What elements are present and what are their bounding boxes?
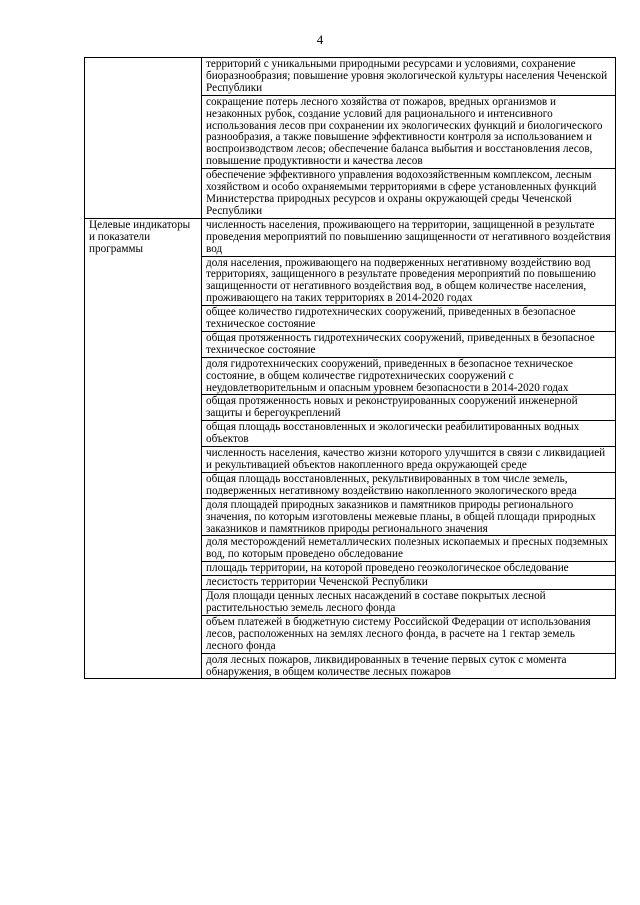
page-number: 4 (316, 32, 324, 47)
indicator-cell: доля лесных пожаров, ликвидированных в течение первых суток с момента обнаружения, в общем количестве лесных пожаров (202, 653, 616, 679)
table-row (85, 58, 616, 96)
indicator-cell: лесистость территории Чеченской Республики (202, 576, 616, 590)
table-cell: территорий с уникальными природными ресурсами и условиями, сохранение биоразнообразия; повышение уровня экологической культуры населения Чеченской Республики (202, 58, 616, 96)
program-passport-table (84, 57, 616, 679)
indicator-cell: объем платежей в бюджетную систему Российской Федерации от использования лесов, расположенных на землях лесного фонда, в расчете на 1 гектар земель лесного фонда (202, 615, 616, 653)
empty-label-cell (85, 58, 202, 219)
indicator-cell: доля месторождений неметаллических полезных ископаемых и пресных подземных вод, по которым проведено обследование (202, 536, 616, 562)
indicator-cell: Доля площади ценных лесных насаждений в составе покрытых лесной растительностью земель лесного фонда (202, 590, 616, 616)
table-row (85, 218, 616, 256)
table-cell: обеспечение эффективного управления водохозяйственным комплексом, лесным хозяйством и особо охраняемыми территориями в сфере установленных функций Министерства природных ресурсов и охраны окружающей среды Чеченской Республики (202, 169, 616, 219)
indicator-cell: доля площадей природных заказников и памятников природы регионального значения, по которым изготовлены межевые планы, в общей площади природных заказников и памятников природы регионального значения (202, 498, 616, 536)
indicator-cell: доля населения, проживающего на подверженных негативному воздействию вод территориях, защищенного в результате проведения мероприятий по повышению защищенности от негативного воздействия вод, в общем количестве населения, проживающего на таких территориях в 2014-2020 годах (202, 256, 616, 306)
indicator-cell: площадь территории, на которой проведено геоэкологическое обследование (202, 562, 616, 576)
indicator-cell: численность населения, качество жизни которого улучшится в связи с ликвидацией и рекультивацией объектов накопленного вреда окружающей среде (202, 447, 616, 473)
indicator-cell: общая протяженность новых и реконструированных сооружений инженерной защиты и берегоукреплений (202, 395, 616, 421)
indicator-cell: доля гидротехнических сооружений, приведенных в безопасное техническое состояние, в общем количестве гидротехнических сооружений с неудовлетворительным и опасным уровнем безопасности в 2014-2020 годах (202, 357, 616, 395)
indicator-cell: общая протяженность гидротехнических сооружений, приведенных в безопасное техническое состояние (202, 331, 616, 357)
indicator-cell: общая площадь восстановленных, рекультивированных в том числе земель, подверженных негативному воздействию накопленного экологического вреда (202, 472, 616, 498)
indicator-cell: общая площадь восстановленных и экологически реабилитированных водных объектов (202, 421, 616, 447)
table-cell: сокращение потерь лесного хозяйства от пожаров, вредных организмов и незаконных рубок, создание условий для рационального и интенсивного использования лесов при сохранении их экологических функций и биологического разнообразия, а также повышение эффективности контроля за использованием и воспроизводством лесов; обеспечение баланса выбытия и восстановления лесов, повышение продуктивности и качества лесов (202, 95, 616, 168)
indicator-cell: численность населения, проживающего на территории, защищенной в результате проведения мероприятий по повышению защищенности от негативного воздействия вод (202, 218, 616, 256)
section-label: Целевые индикаторы и показатели программы (85, 218, 202, 679)
indicator-cell: общее количество гидротехнических сооружений, приведенных в безопасное техническое состояние (202, 306, 616, 332)
